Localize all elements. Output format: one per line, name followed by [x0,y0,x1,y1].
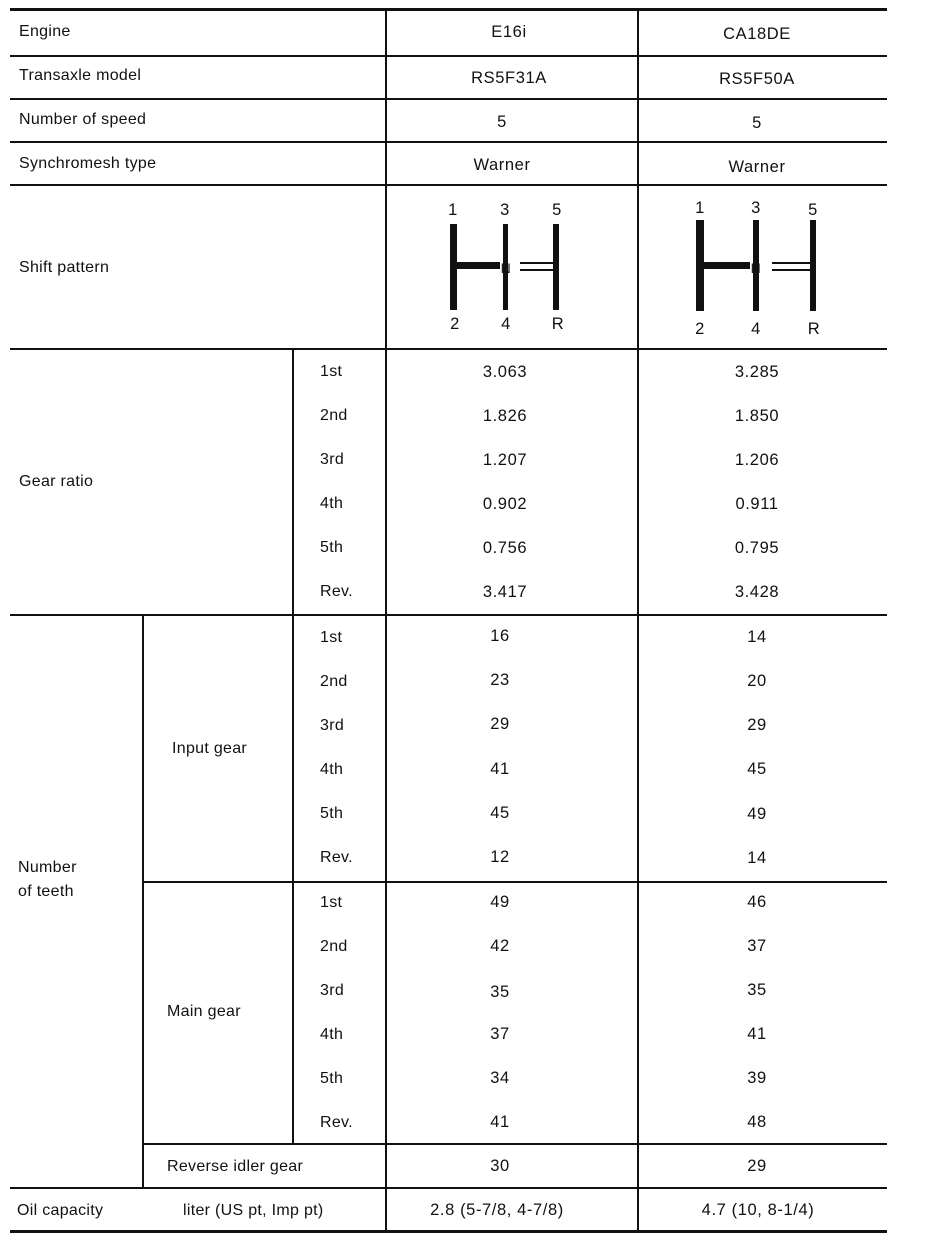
oil-capacity-ca18de: 4.7 (10, 8-1/4) [701,1201,815,1219]
ratio-gear-name: 3rd [320,451,345,468]
column-divider [385,9,387,1231]
reverse-idler-ca18de: 29 [747,1157,767,1175]
synchromesh-ca18de: Warner [728,158,786,176]
main-teeth-ca18de: 37 [747,937,767,955]
input-teeth-e16i: 29 [490,715,510,733]
ratio-e16i: 0.902 [482,495,528,513]
input-teeth-ca18de: 45 [747,760,767,778]
speeds-ca18de: 5 [752,114,762,132]
ratio-gear-name: 1st [320,363,343,380]
teeth-label-line1: Number [18,859,77,876]
main-gear-name: Rev. [320,1114,353,1131]
main-teeth-ca18de: 41 [747,1025,767,1043]
engine-label: Engine [19,23,71,40]
input-gear-label: Input gear [172,740,248,757]
shift-pattern-label: Shift pattern [19,259,110,276]
main-gear-name: 5th [320,1070,344,1087]
ratio-e16i: 3.063 [482,363,528,381]
gear-ratio-label: Gear ratio [19,473,94,490]
reverse-idler-label: Reverse idler gear [167,1158,304,1175]
oil-capacity-unit: liter (US pt, Imp pt) [183,1202,324,1219]
speeds-e16i: 5 [497,113,507,131]
engine-ca18de: CA18DE [723,25,791,43]
ratio-gear-name: 2nd [320,407,348,424]
main-teeth-e16i: 42 [490,937,510,955]
ratio-e16i: 0.756 [482,539,528,557]
shift-ca18de-gear-R: R [807,320,821,338]
main-teeth-e16i: 41 [490,1113,510,1131]
speeds-label: Number of speed [19,111,147,128]
column-divider [637,9,639,1231]
input-teeth-ca18de: 14 [747,628,767,646]
shift-ca18de-gear-3: 3 [751,199,761,217]
rule-top [10,8,887,11]
main-teeth-e16i: 37 [490,1025,510,1043]
ratio-ca18de: 0.911 [735,495,779,513]
input-teeth-ca18de: 49 [747,805,767,823]
ratio-ca18de: 3.285 [734,363,780,381]
rule-bottom [10,1230,887,1233]
reverse-idler-e16i: 30 [490,1157,510,1175]
input-gear-name: Rev. [320,849,353,866]
ratio-gear-name: Rev. [320,583,353,600]
shift-e16i-gear-R: R [551,315,565,333]
shift-e16i-neutral: N [500,260,512,276]
shift-ca18de-gear-5: 5 [808,201,818,219]
main-teeth-ca18de: 39 [747,1069,767,1087]
rule [143,1143,887,1145]
input-teeth-e16i: 12 [490,848,510,866]
main-teeth-ca18de: 35 [747,981,767,999]
ratio-e16i: 1.826 [482,407,528,425]
shift-e16i-gear-2: 2 [450,315,460,333]
shift-ca18de-gear-1: 1 [695,199,705,217]
engine-e16i: E16i [491,23,527,41]
shift-e16i-gear-4: 4 [501,315,511,333]
input-gear-name: 5th [320,805,344,822]
ratio-e16i: 1.207 [482,451,528,469]
input-gear-name: 1st [320,629,343,646]
shift-e16i-gear-5: 5 [552,201,562,219]
synchromesh-e16i: Warner [473,156,531,174]
ratio-ca18de: 3.428 [734,583,780,601]
main-gear-name: 3rd [320,982,345,999]
shift-e16i-gear-3: 3 [500,201,510,219]
oil-capacity-e16i: 2.8 (5-7/8, 4-7/8) [430,1201,564,1219]
shift-e16i-gear-1: 1 [448,201,458,219]
main-teeth-ca18de: 48 [747,1113,767,1131]
ratio-gear-name: 4th [320,495,344,512]
rule [10,98,887,100]
ratio-ca18de: 1.850 [734,407,780,425]
input-teeth-e16i: 45 [490,804,510,822]
main-gear-name: 2nd [320,938,348,955]
transaxle-ca18de: RS5F50A [719,70,795,88]
transaxle-label: Transaxle model [19,67,142,84]
ratio-ca18de: 0.795 [734,539,780,557]
input-gear-name: 3rd [320,717,345,734]
synchromesh-label: Synchromesh type [19,155,157,172]
input-teeth-ca18de: 29 [747,716,767,734]
rule [10,184,887,186]
teeth-label-line2: of teeth [18,883,74,900]
main-teeth-ca18de: 46 [747,893,767,911]
transaxle-e16i: RS5F31A [471,69,547,87]
shift-ca18de-neutral: N [750,260,762,276]
main-teeth-e16i: 35 [490,983,510,1001]
input-teeth-e16i: 23 [490,671,510,689]
main-gear-label: Main gear [167,1003,241,1020]
rule [10,348,887,350]
ratio-e16i: 3.417 [482,583,528,601]
input-gear-name: 2nd [320,673,348,690]
input-teeth-ca18de: 14 [747,849,767,867]
main-gear-name: 4th [320,1026,344,1043]
shift-ca18de-gear-4: 4 [751,320,761,338]
rule [10,141,887,143]
gear-column-divider [292,349,294,1144]
main-teeth-e16i: 49 [490,893,510,911]
main-gear-name: 1st [320,894,343,911]
shift-ca18de-gear-2: 2 [695,320,705,338]
ratio-ca18de: 1.206 [734,451,780,469]
ratio-gear-name: 5th [320,539,344,556]
oil-capacity-label: Oil capacity [17,1202,104,1219]
input-gear-name: 4th [320,761,344,778]
main-teeth-e16i: 34 [490,1069,510,1087]
input-teeth-e16i: 41 [490,760,510,778]
input-teeth-ca18de: 20 [747,672,767,690]
rule [143,881,887,883]
teeth-column-divider [142,615,144,1188]
input-teeth-e16i: 16 [490,627,510,645]
rule [10,55,887,57]
